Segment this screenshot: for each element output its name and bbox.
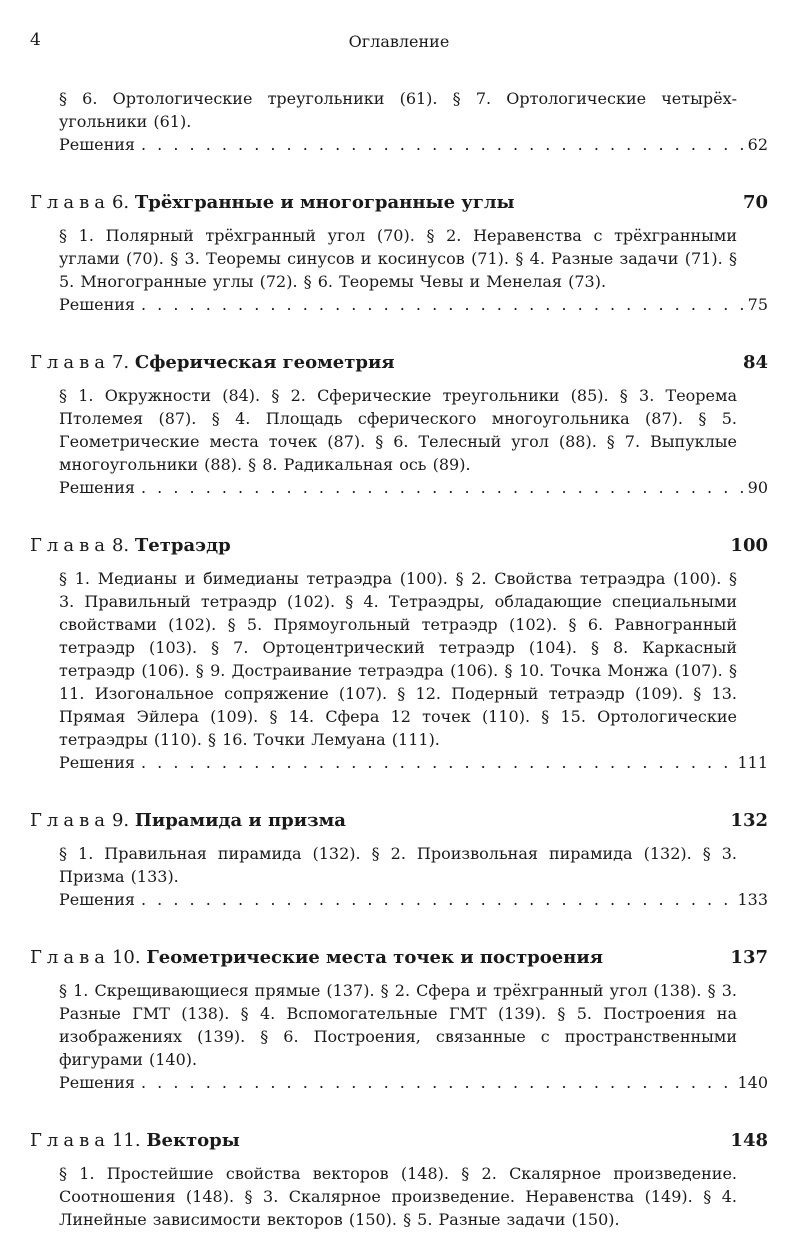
chapter-page: 137 bbox=[730, 947, 768, 968]
chapter-6 bbox=[30, 190, 768, 316]
chapter-7 bbox=[30, 350, 768, 499]
solutions-page: 90 bbox=[747, 478, 768, 497]
chapter-page: 100 bbox=[730, 535, 768, 556]
chapter-title: Сферическая геометрия bbox=[134, 352, 395, 373]
chapter-heading[interactable] bbox=[30, 1128, 768, 1154]
chapter-11 bbox=[30, 1128, 768, 1231]
chapter-heading[interactable] bbox=[30, 808, 768, 834]
chapter-label: Глава bbox=[30, 352, 110, 373]
chapter-heading[interactable] bbox=[30, 190, 768, 216]
chapter-number: 8. bbox=[111, 535, 130, 556]
chapter-title: Трёхгранные и многогранные углы bbox=[134, 192, 515, 213]
page-header bbox=[30, 30, 768, 54]
solutions-label: Решения bbox=[59, 295, 135, 314]
chapter-page: 148 bbox=[730, 1130, 768, 1151]
dot-leader bbox=[141, 133, 746, 156]
chapter-label: Глава bbox=[30, 1130, 110, 1151]
chapter-heading[interactable] bbox=[30, 350, 768, 376]
chapter-number: 6. bbox=[111, 192, 130, 213]
chapter-number: 7. bbox=[111, 352, 130, 373]
chapter-title: Векторы bbox=[146, 1130, 240, 1151]
chapter-page: 70 bbox=[742, 192, 768, 213]
chapter-title: Тетраэдр bbox=[134, 535, 231, 556]
chapter-9 bbox=[30, 808, 768, 911]
chapter-label: Глава bbox=[30, 192, 110, 213]
dot-leader bbox=[141, 1071, 735, 1094]
section-list: § 1. Медианы и бимедианы тетраэдра (100). § 2. Свойства тетраэдра (100). § 3. Правильный тетраэдр (102). § 4. Тетраэдры, обладающие специальными свойствами (102). § 5. Прямоугольный тетраэдр (102). § 6. Равногранный тетраэдр (103). § 7. Ортоцентрический тетраэдр (104). § 8. Каркасный тетраэдр (106). § 9. Достраивание тетраэдра (106). § 10. Точка Монжа (107). § 11. Изогональное сопряжение (107). § 12. Подерный тетраэдр (109). § 13. Прямая Эйлера (109). § 14. Сфера 12 точек (110). § 15. Ортологические тетраэдры (110). § 16. Точки Лемуана (111). bbox=[59, 569, 737, 749]
dot-leader bbox=[141, 751, 735, 774]
dot-leader bbox=[141, 476, 746, 499]
solutions-label: Решения bbox=[59, 890, 135, 909]
chapter-number: 9. bbox=[111, 810, 130, 831]
chapter-10 bbox=[30, 945, 768, 1094]
chapter-8 bbox=[30, 533, 768, 774]
solutions-page: 75 bbox=[747, 295, 768, 314]
dot-leader bbox=[141, 888, 735, 911]
chapter-label: Глава bbox=[30, 947, 110, 968]
solutions-page: 140 bbox=[737, 1073, 768, 1092]
solutions-label: Решения bbox=[59, 753, 135, 772]
chapter-title: Пирамида и призма bbox=[134, 810, 346, 831]
dot-leader bbox=[141, 293, 746, 316]
solutions-line[interactable] bbox=[59, 751, 768, 774]
chapter-number: 10. bbox=[111, 947, 141, 968]
section-list: § 1. Простейшие свойства векторов (148). § 2. Скалярное произведение. Соотношения (148). § 3. Скалярное произведение. Неравенства (149). § 4. Линейные зависимости векторов (150). § 5. Разные задачи (150). bbox=[59, 1164, 737, 1229]
solutions-page: 111 bbox=[737, 753, 768, 772]
chapter-label: Глава bbox=[30, 810, 110, 831]
chapter-page: 84 bbox=[742, 352, 768, 373]
solutions-line[interactable] bbox=[59, 293, 768, 316]
section-list: § 6. Ортологические треугольники (61). § 7. Ортологические четырёх-угольники (61). bbox=[59, 89, 737, 131]
solutions-label: Решения bbox=[59, 135, 135, 154]
chapter-heading[interactable] bbox=[30, 945, 768, 971]
continuation-block bbox=[30, 87, 768, 156]
solutions-page: 133 bbox=[737, 890, 768, 909]
solutions-line[interactable] bbox=[59, 133, 768, 156]
chapter-heading[interactable] bbox=[30, 533, 768, 559]
section-list: § 1. Окружности (84). § 2. Сферические треугольники (85). § 3. Теорема Птолемея (87). § 4. Площадь сферического многоугольника (87). § 5. Геометрические места точек (87). § 6. Телесный угол (88). § 7. Выпуклые многоугольники (88). § 8. Радикальная ось (89). bbox=[59, 386, 737, 474]
solutions-line[interactable] bbox=[59, 888, 768, 911]
section-list: § 1. Правильная пирамида (132). § 2. Произвольная пирамида (132). § 3. Призма (133). bbox=[59, 844, 737, 886]
section-list: § 1. Полярный трёхгранный угол (70). § 2. Неравенства с трёхгранными углами (70). § 3. Теоремы синусов и косинусов (71). § 4. Разные задачи (71). § 5. Многогранные углы (72). § 6. Теоремы Чевы и Менелая (73). bbox=[59, 226, 737, 291]
section-list: § 1. Скрещивающиеся прямые (137). § 2. Сфера и трёхгранный угол (138). § 3. Разные ГМТ (138). § 4. Вспомогательные ГМТ (139). § 5. Построения на изображениях (139). § 6. Построения, связанные с пространственными фигурами (140). bbox=[59, 981, 737, 1069]
chapter-number: 11. bbox=[111, 1130, 141, 1151]
page-number: 4 bbox=[30, 30, 41, 50]
solutions-label: Решения bbox=[59, 478, 135, 497]
chapter-page: 132 bbox=[730, 810, 768, 831]
chapter-label: Глава bbox=[30, 535, 110, 556]
solutions-line[interactable] bbox=[59, 476, 768, 499]
solutions-line[interactable] bbox=[59, 1071, 768, 1094]
solutions-page: 62 bbox=[747, 135, 768, 154]
running-title: Оглавление bbox=[348, 32, 450, 51]
chapter-title: Геометрические места точек и построения bbox=[146, 947, 604, 968]
solutions-label: Решения bbox=[59, 1073, 135, 1092]
table-of-contents bbox=[30, 87, 768, 1231]
